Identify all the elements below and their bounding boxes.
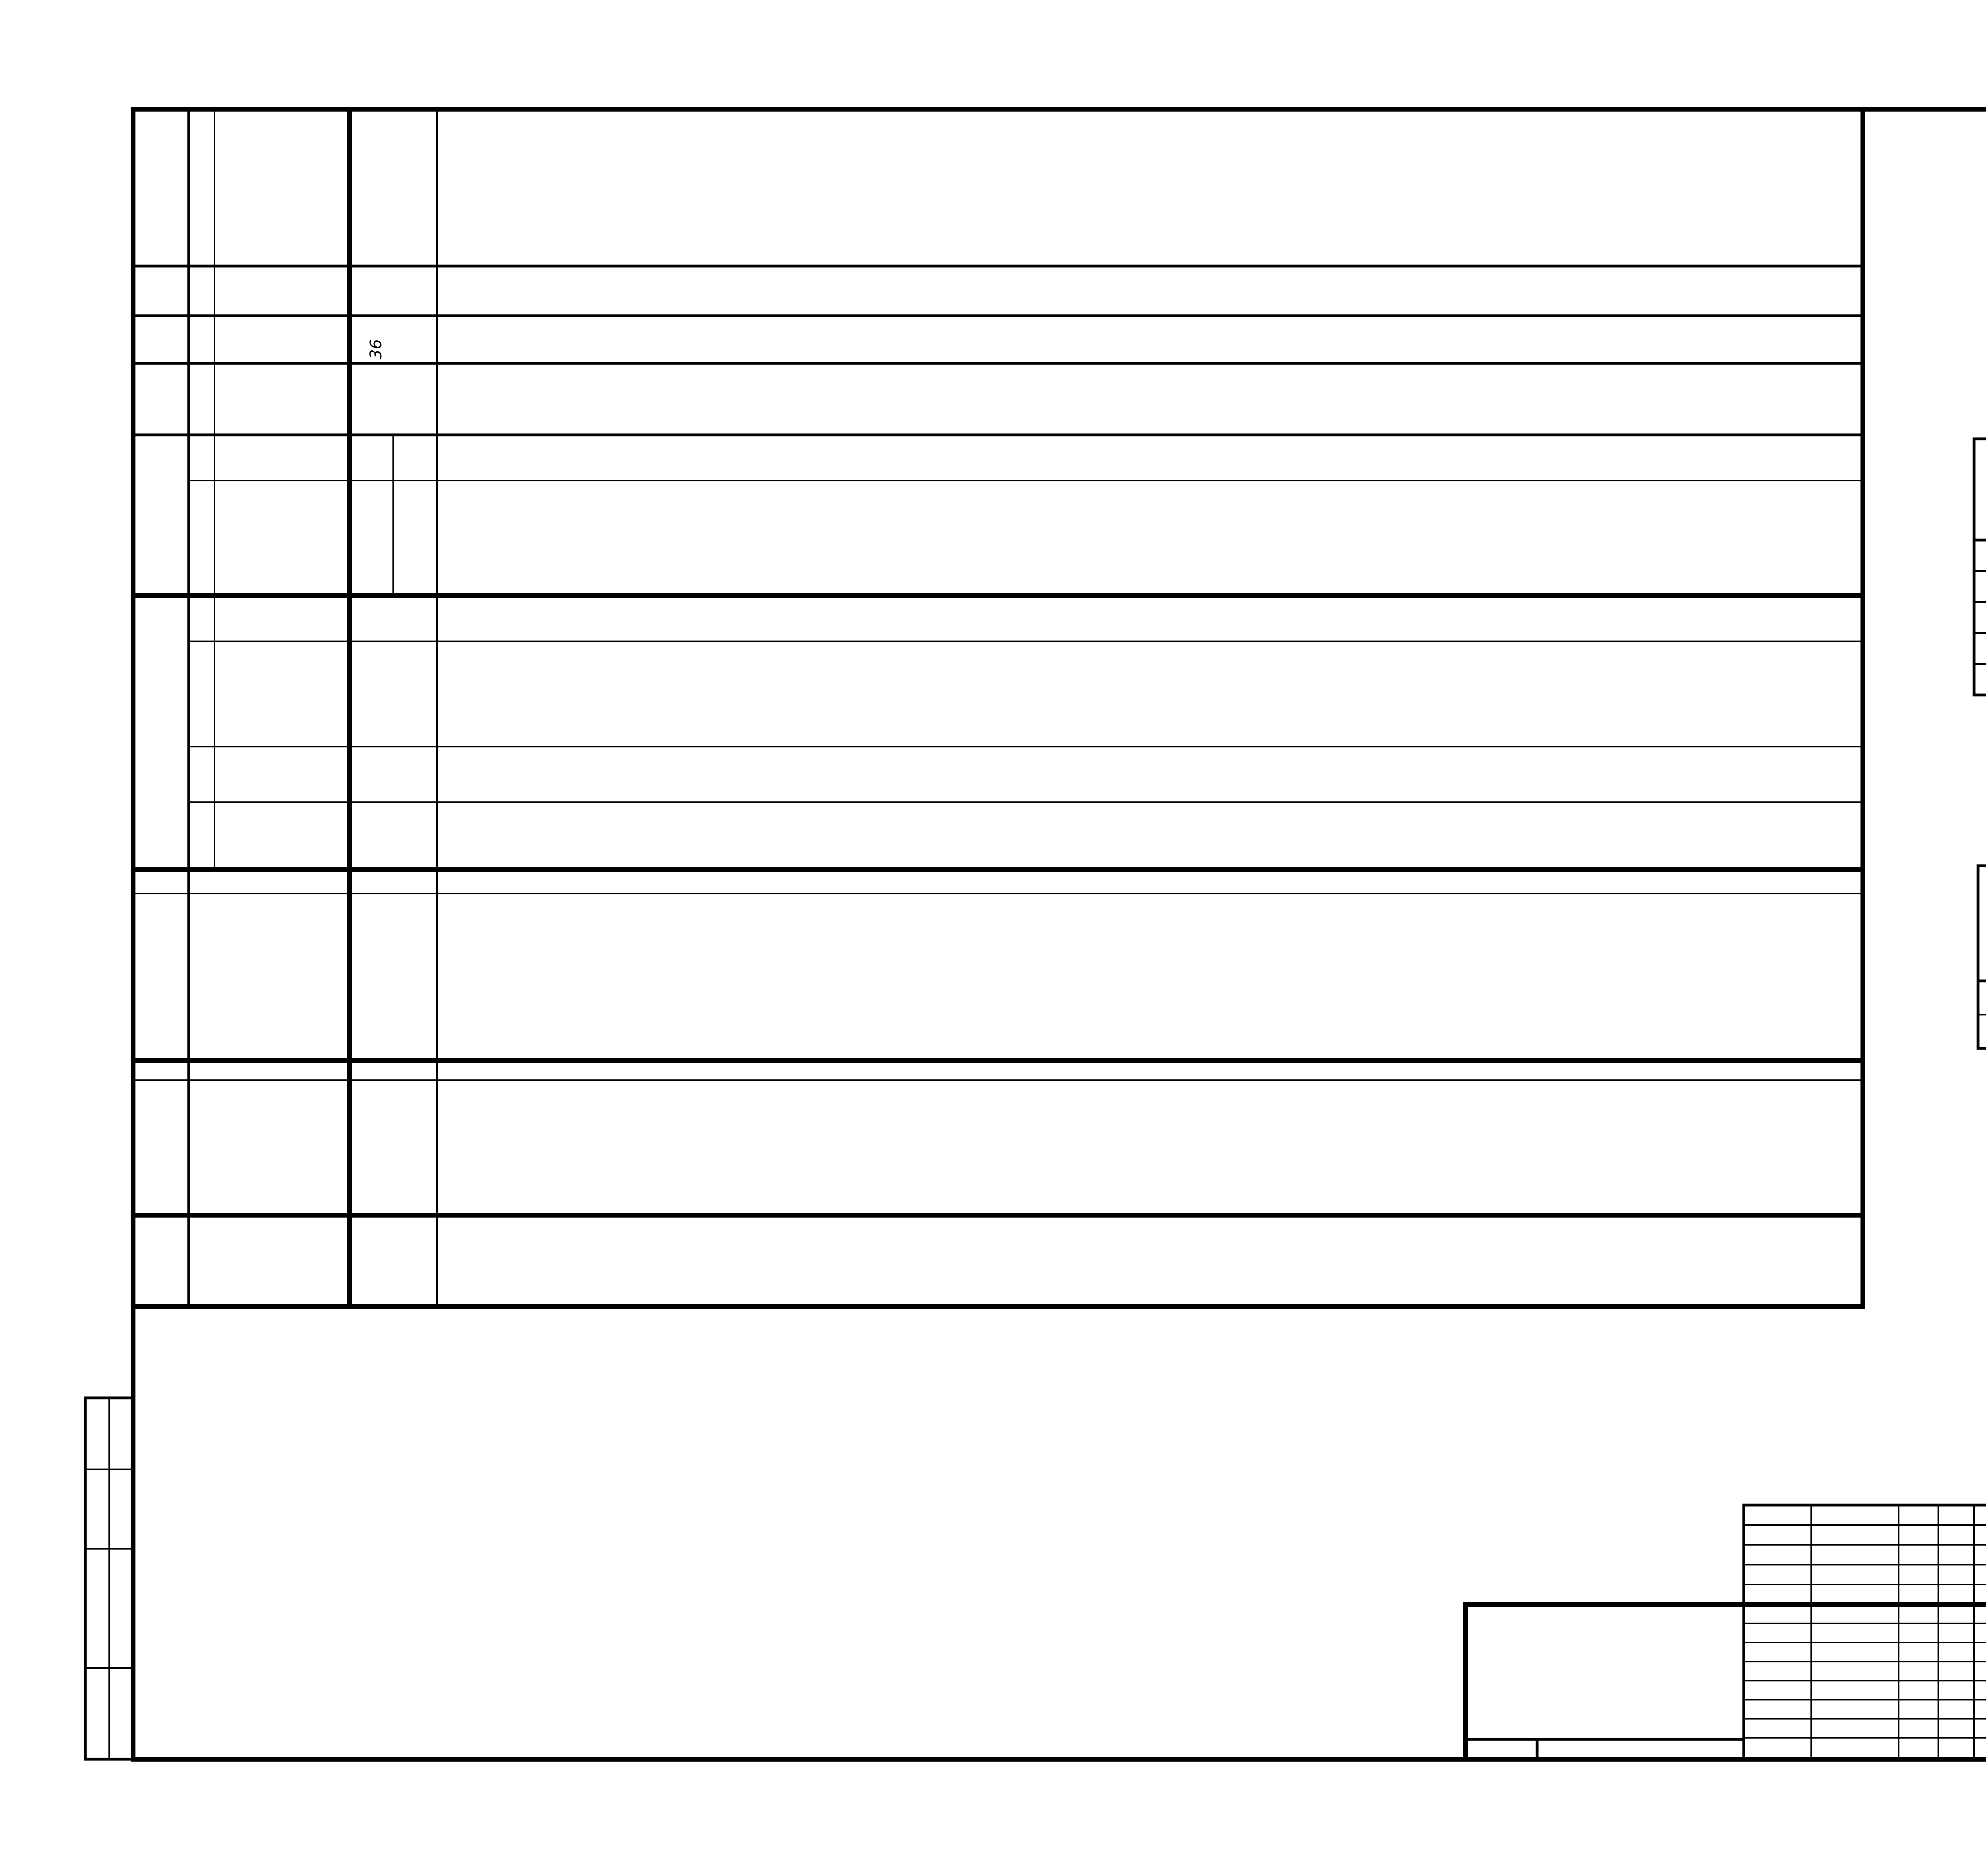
- column-rules: [393, 109, 437, 1307]
- data-columns: [367, 339, 385, 359]
- pipes-table: [1978, 866, 1986, 1048]
- title-block: [1466, 1505, 1986, 1759]
- cables-table: [1974, 439, 1986, 695]
- main-table: [133, 109, 1863, 1307]
- sheet-frame: [133, 109, 1986, 1759]
- side-stamp: [85, 1398, 133, 1759]
- current-value: 36: [367, 339, 385, 359]
- data-column: [367, 339, 385, 359]
